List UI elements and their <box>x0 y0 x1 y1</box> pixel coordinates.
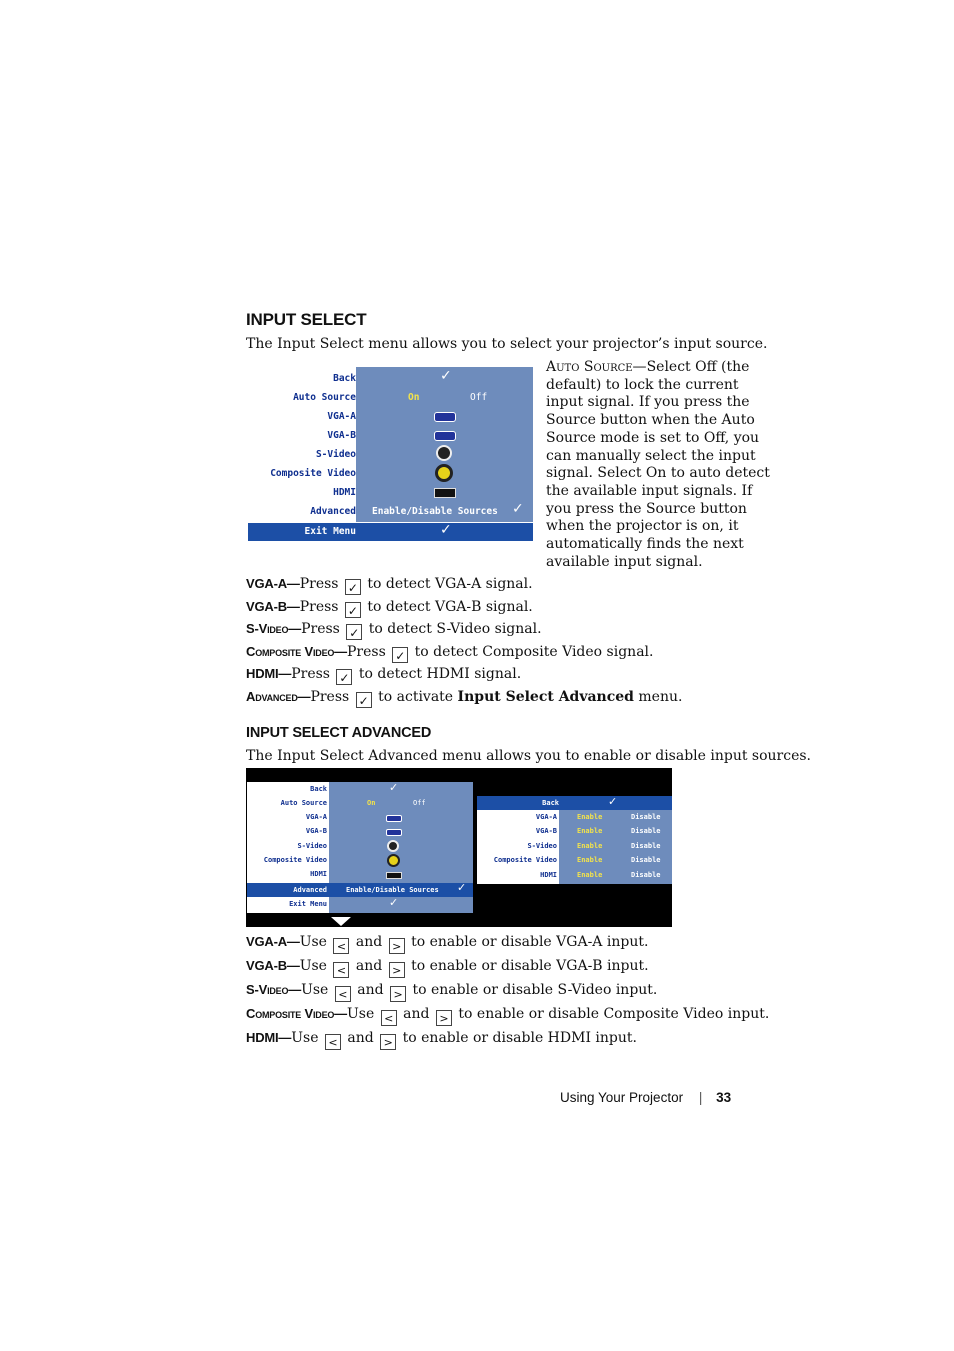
section-heading: INPUT SELECT <box>246 310 367 329</box>
press-item-vga-b: VGA-B—Press ✓ to detect VGA-B signal. <box>246 599 533 618</box>
menu-row-composite-video: Composite Video <box>270 468 356 479</box>
input-select-menu-small <box>247 782 473 913</box>
menu-row-hdmi: HDMI <box>333 487 356 498</box>
use-item-hdmi: HDMI—Use < and > to enable or disable HDMI input. <box>246 1030 637 1049</box>
enter-check-icon: ✓ <box>392 647 408 663</box>
disable-option: Disable <box>631 856 661 864</box>
use-item-vga-a: VGA-A—Use < and > to enable or disable VGA-A input. <box>246 934 649 953</box>
right-arrow-icon: > <box>436 1010 452 1026</box>
section-heading-advanced: INPUT SELECT ADVANCED <box>246 725 432 741</box>
check-icon: ✓ <box>457 881 467 894</box>
page-footer <box>560 1090 731 1105</box>
composite-video-icon <box>435 464 453 482</box>
use-item-composite-video: Composite Video—Use < and > to enable or disable Composite Video input. <box>246 1006 770 1025</box>
menu-row-exit-menu: Exit Menu <box>248 523 533 541</box>
right-arrow-icon: > <box>389 938 405 954</box>
off-option: Off <box>470 392 488 403</box>
menu-row-vga-a: VGA-A <box>305 813 327 821</box>
press-item-advanced: Advanced—Press ✓ to activate Input Select Advanced menu. <box>246 689 683 708</box>
advanced-value: Enable/Disable Sources <box>346 886 439 894</box>
check-icon: ✓ <box>440 368 452 384</box>
disable-option: Disable <box>631 842 661 850</box>
menu-row-hdmi: HDMI <box>540 871 557 879</box>
auto-source-label: Auto Source— <box>546 359 647 375</box>
footer-separator: | <box>698 1090 703 1105</box>
enter-check-icon: ✓ <box>345 602 361 618</box>
enable-option: Enable <box>577 842 603 850</box>
vga-a-icon <box>386 815 402 822</box>
menu-row-auto-source: Auto Source <box>280 799 327 807</box>
arrow-down-icon <box>331 917 351 926</box>
enter-check-icon: ✓ <box>356 692 372 708</box>
on-option: On <box>367 799 376 807</box>
menu-row-advanced: Advanced <box>310 506 356 517</box>
left-arrow-icon: < <box>325 1034 341 1050</box>
check-icon: ✓ <box>512 501 524 517</box>
use-item-s-video: S-Video—Use < and > to enable or disable S-Video input. <box>246 982 658 1001</box>
enter-check-icon: ✓ <box>346 624 362 640</box>
enable-option: Enable <box>577 856 603 864</box>
press-item-composite-video: Composite Video—Press ✓ to detect Composite Video signal. <box>246 644 654 663</box>
on-option: On <box>408 392 420 403</box>
disable-option: Disable <box>631 813 661 821</box>
menu-row-composite-video: Composite Video <box>493 856 557 864</box>
menu-row-auto-source: Auto Source <box>293 392 356 403</box>
s-video-icon <box>387 840 399 852</box>
right-arrow-icon: > <box>389 962 405 978</box>
check-icon: ✓ <box>440 522 452 538</box>
menu-row-vga-b: VGA-B <box>535 827 557 835</box>
enable-option: Enable <box>577 813 603 821</box>
page-number: 33 <box>716 1090 732 1105</box>
menu-row-s-video: S-Video <box>315 449 356 460</box>
menu-row-vga-b: VGA-B <box>327 430 356 441</box>
menu-row-advanced: Advanced <box>247 883 473 897</box>
vga-b-icon <box>434 431 456 441</box>
left-arrow-icon: < <box>333 938 349 954</box>
menu-row-s-video: S-Video <box>527 842 557 850</box>
left-arrow-icon: < <box>335 986 351 1002</box>
input-select-advanced-screenshot <box>246 768 672 927</box>
off-option: Off <box>413 799 426 807</box>
disable-option: Disable <box>631 871 661 879</box>
input-select-menu <box>248 367 534 542</box>
press-item-hdmi: HDMI—Press ✓ to detect HDMI signal. <box>246 666 522 685</box>
use-item-vga-b: VGA-B—Use < and > to enable or disable VGA-B input. <box>246 958 649 977</box>
left-arrow-icon: < <box>381 1010 397 1026</box>
hdmi-icon <box>434 488 456 498</box>
menu-row-back: Back <box>310 785 327 793</box>
press-item-s-video: S-Video—Press ✓ to detect S-Video signal. <box>246 621 542 640</box>
left-arrow-icon: < <box>333 962 349 978</box>
vga-a-icon <box>434 412 456 422</box>
enter-check-icon: ✓ <box>345 579 361 595</box>
check-icon: ✓ <box>389 781 399 794</box>
menu-row-composite-video: Composite Video <box>263 856 327 864</box>
intro-text-advanced: The Input Select Advanced menu allows you to enable or disable input sources. <box>246 748 812 764</box>
check-icon: ✓ <box>389 896 399 909</box>
auto-source-paragraph: Auto Source—Select Off (the default) to lock the current input signal. If you press the Source button when the Auto Source mode is set to Off, you can manually select the input signal. Select On to auto detect the available input signals. If you press the Source button when the projector is on, it automatically finds the next available input signal. <box>546 359 770 570</box>
vga-b-icon <box>386 829 402 836</box>
right-arrow-icon: > <box>390 986 406 1002</box>
enable-option: Enable <box>577 827 603 835</box>
press-item-vga-a: VGA-A—Press ✓ to detect VGA-A signal. <box>246 576 533 595</box>
advanced-value: Enable/Disable Sources <box>372 506 498 517</box>
menu-row-hdmi: HDMI <box>310 870 327 878</box>
right-arrow-icon: > <box>380 1034 396 1050</box>
hdmi-icon <box>386 872 402 879</box>
input-select-advanced-menu <box>477 796 672 884</box>
check-icon: ✓ <box>608 795 618 808</box>
enable-option: Enable <box>577 871 603 879</box>
composite-video-icon <box>387 854 400 867</box>
intro-text: The Input Select menu allows you to select your projector’s input source. <box>246 336 768 352</box>
enter-check-icon: ✓ <box>336 669 352 685</box>
footer-section: Using Your Projector <box>560 1090 684 1105</box>
menu-row-s-video: S-Video <box>297 842 327 850</box>
menu-row-vga-a: VGA-A <box>327 411 356 422</box>
menu-row-back: Back <box>333 373 356 384</box>
menu-row-back: Back <box>477 796 672 810</box>
menu-row-exit-menu: Exit Menu <box>289 900 327 908</box>
disable-option: Disable <box>631 827 661 835</box>
menu-row-vga-a: VGA-A <box>535 813 557 821</box>
s-video-icon <box>436 445 452 461</box>
menu-row-vga-b: VGA-B <box>305 827 327 835</box>
